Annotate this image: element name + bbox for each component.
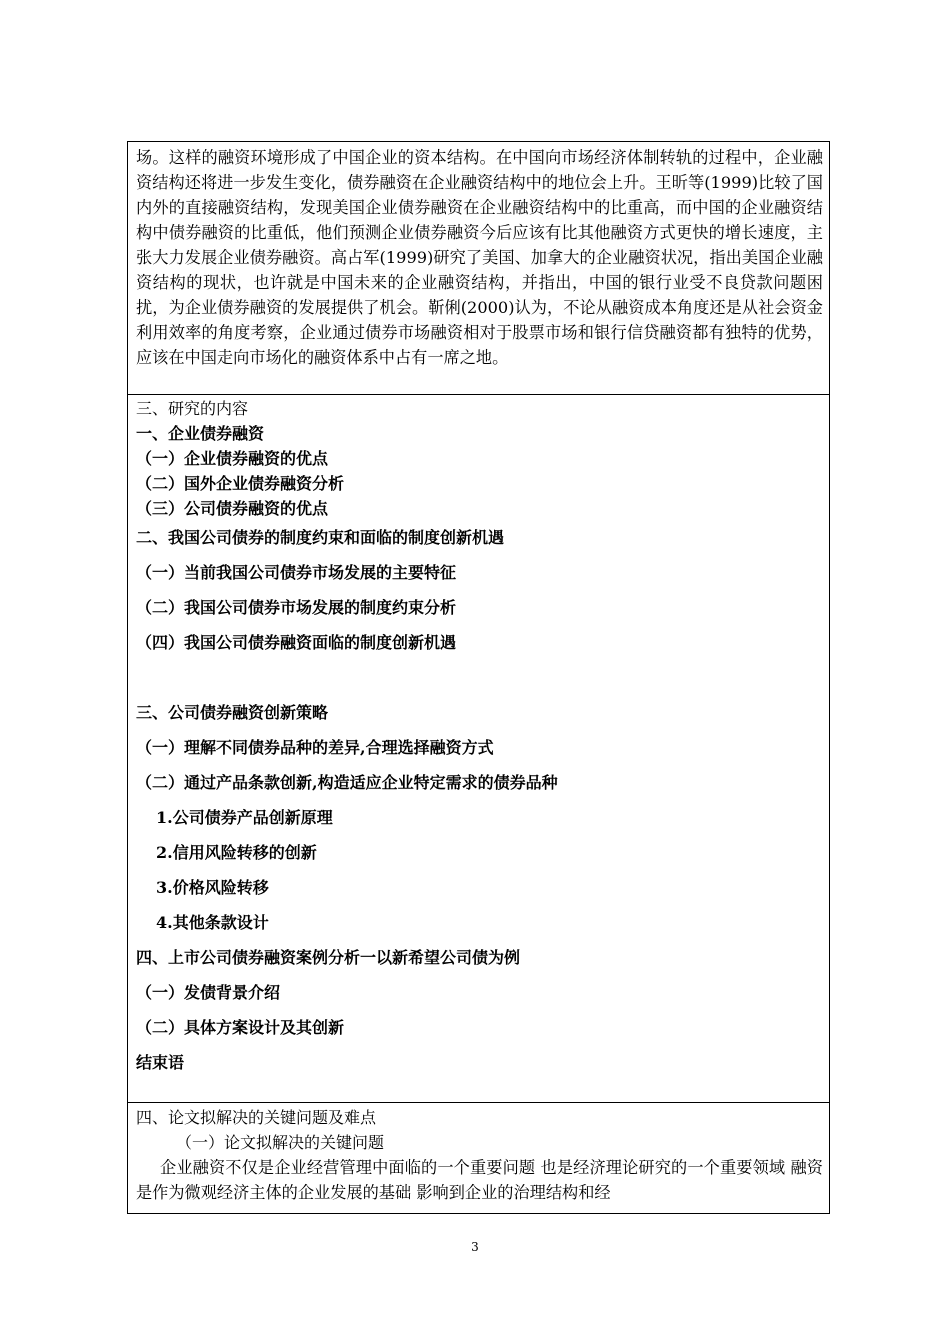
outline-item: 3.价格风险转移 <box>156 878 269 897</box>
outline-item: （二）我国公司债券市场发展的制度约束分析 <box>136 598 457 617</box>
research-content-heading: 三、研究的内容 <box>136 399 249 418</box>
outline-item: 一、企业债券融资 <box>136 424 265 443</box>
research-content-cell <box>128 395 829 1103</box>
outline-item: （二）通过产品条款创新,构造适应企业特定需求的债券品种 <box>136 773 558 792</box>
literature-review-cell <box>128 142 829 395</box>
outline-item: （一）当前我国公司债券市场发展的主要特征 <box>136 563 457 582</box>
outline-item: （二）具体方案设计及其创新 <box>136 1018 345 1037</box>
outline-item: 4.其他条款设计 <box>156 913 269 932</box>
outline-item: 三、公司债券融资创新策略 <box>136 703 329 722</box>
outline-item: （二）国外企业债券融资分析 <box>136 474 345 493</box>
outline-item: （一）发债背景介绍 <box>136 983 281 1002</box>
content-table <box>127 141 830 1214</box>
outline-item: 结束语 <box>136 1053 185 1072</box>
outline-item: 二、我国公司债券的制度约束和面临的制度创新机遇 <box>136 528 505 547</box>
literature-paragraph: 场。这样的融资环境形成了中国企业的资本结构。在中国向市场经济体制转轨的过程中，企业融资结构还将进一步发生变化，债券融资在企业融资结构中的地位会上升。王昕等(1999)比较了国内外的直接融资结构，发现美国企业债券融资在企业融资结构中的比重高，而中国的企业融资结构中债券融资的比重低，他们预测企业债券融资今后应该有比其他融资方式更快的增长速度，主张大力发展企业债券融资。高占军(1999)研究了美国、加拿大的企业融资状况，指出美国企业融资结构的现状，也许就是中国未来的企业融资结构，并指出，中国的银行业受不良贷款问题困扰，为企业债券融资的发展提供了机会。靳俐(2000)认为，不论从融资成本角度还是从社会资金利用效率的角度考察，企业通过债券市场融资相对于股票市场和银行信贷融资都有独特的优势，应该在中国走向市场化的融资体系中占有一席之地。 <box>136 148 823 367</box>
key-problems-cell <box>128 1103 829 1213</box>
outline-item: 1.公司债券产品创新原理 <box>156 808 333 827</box>
outline-item: （三）公司债券融资的优点 <box>136 499 329 518</box>
key-problems-subheading: （一）论文拟解决的关键问题 <box>176 1133 385 1152</box>
outline-item: （四）我国公司债券融资面临的制度创新机遇 <box>136 633 457 652</box>
key-problems-paragraph: 企业融资不仅是企业经营管理中面临的一个重要问题 也是经济理论研究的一个重要领域 融资是作为微观经济主体的企业发展的基础 影响到企业的治理结构和经 <box>136 1158 823 1202</box>
outline-item: （一）理解不同债券品种的差异,合理选择融资方式 <box>136 738 494 757</box>
outline-item: 2.信用风险转移的创新 <box>156 843 317 862</box>
outline-item: （一）企业债券融资的优点 <box>136 449 329 468</box>
key-problems-heading: 四、论文拟解决的关键问题及难点 <box>136 1108 377 1127</box>
page-number: 3 <box>471 1240 479 1254</box>
outline-item: 四、上市公司债券融资案例分析一以新希望公司债为例 <box>136 948 521 967</box>
